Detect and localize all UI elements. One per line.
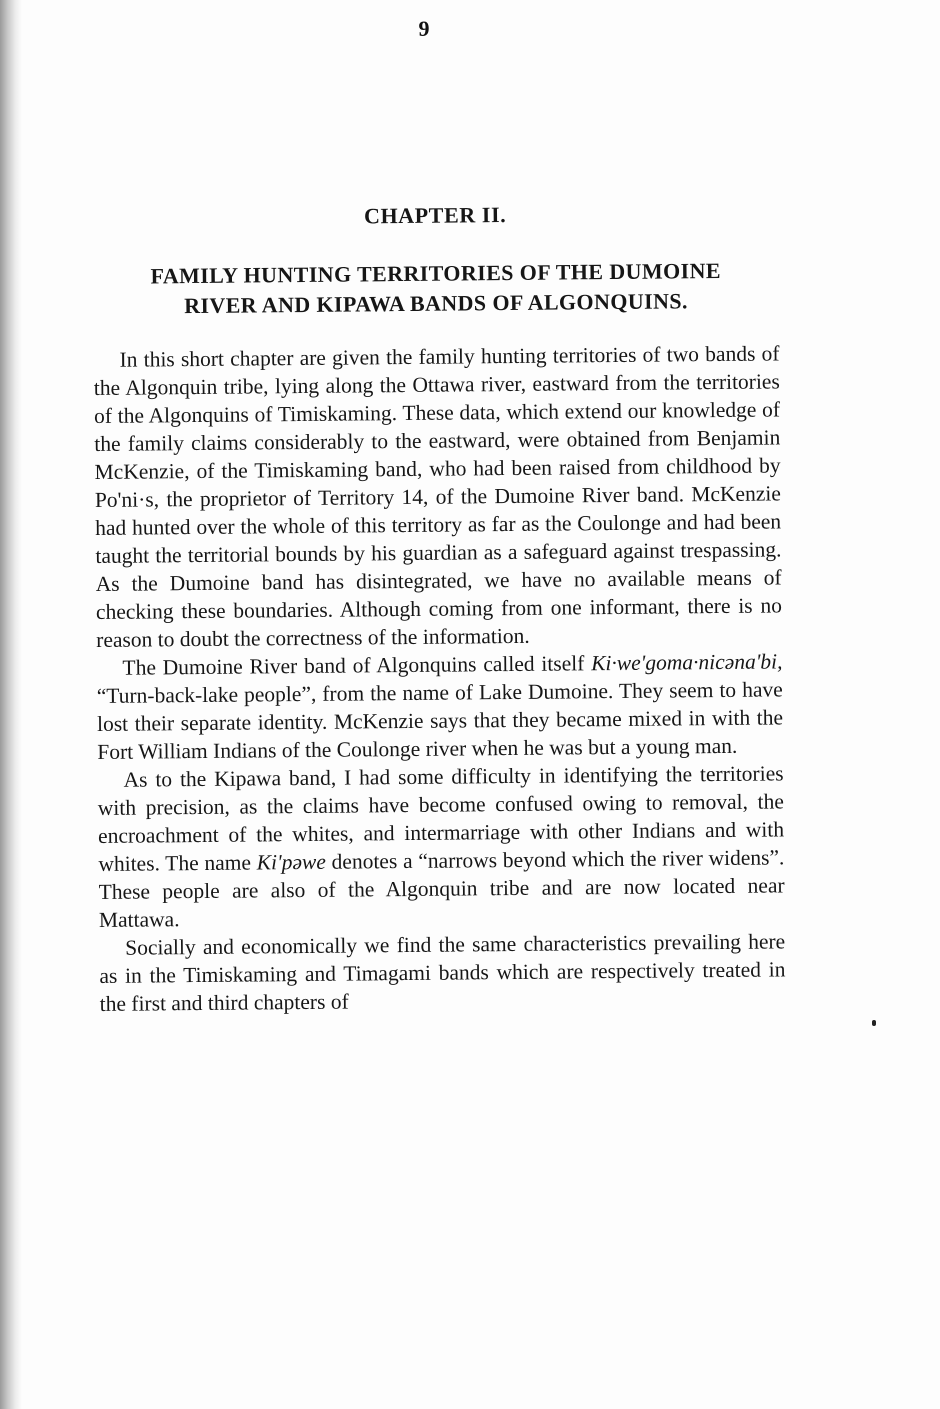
scan-binding-shadow <box>0 0 22 1409</box>
chapter-title-line-1: FAMILY HUNTING TERRITORIES OF THE DUMOINE <box>150 257 722 289</box>
native-name-kipawa: Ki'pəwe <box>256 849 326 875</box>
stray-ink-mark <box>872 1020 876 1026</box>
chapter-title <box>93 255 780 322</box>
paragraph-3-lead: As to the Kipawa band, I had some difficulty in identifying the territories with precision, as the claims have become confused owing to removal, the encroachment of the whites, and intermarriage with other Indians and with whites. The name <box>97 761 785 876</box>
native-name-dumoine: Ki·we'goma·nicəna'bi, <box>591 649 783 676</box>
paragraph-1: In this short chapter are given the family hunting territories of two bands of the Algonquin tribe, lying along the Ottawa river, eastward from the territories of the Algonquins of Timiskaming. These data, which extend our knowledge of the family claims considerably to the eastward, were obtained from Benjamin McKenzie, of the Timiskaming band, who had been raised from childhood by Po'ni·s, the proprietor of Territory 14, of the Dumoine River band. McKenzie had hunted over the whole of this territory as far as the Coulonge and had been taught the territorial bounds by his guardian as a safeguard against trespassing. As the Dumoine band has disintegrated, we have no available means of checking these boundaries. Although coming from one informant, there is no reason to doubt the correctness of the information. <box>93 341 783 652</box>
paragraph-3 <box>97 759 785 934</box>
chapter-text-block <box>92 193 786 1018</box>
paragraph-4: Socially and economically we find the same characteristics prevailing here as in the Timiskaming and Timagami bands which are respectively treated in the first and third chapters of <box>99 929 786 1016</box>
paragraph-2-lead: The Dumoine River band of Algonquins called itself <box>122 651 585 680</box>
paragraph-2-rest: “Turn-back-lake people”, from the name of Lake Dumoine. They seem to have lost their separate identity. McKenzie says that they became mixed in with the Fort William Indians of the Coulonge river when he was but a young man. <box>96 677 784 764</box>
page-number: 9 <box>418 16 430 41</box>
paragraph-2 <box>96 647 783 766</box>
chapter-label: CHAPTER II. <box>363 202 507 229</box>
chapter-title-line-2: RIVER AND KIPAWA BANDS OF ALGONQUINS. <box>184 288 688 319</box>
paragraph-3-rest: denotes a “narrows beyond which the river widens”. These people are also of the Algonquin tribe and are now located near Mattawa. <box>98 845 785 932</box>
